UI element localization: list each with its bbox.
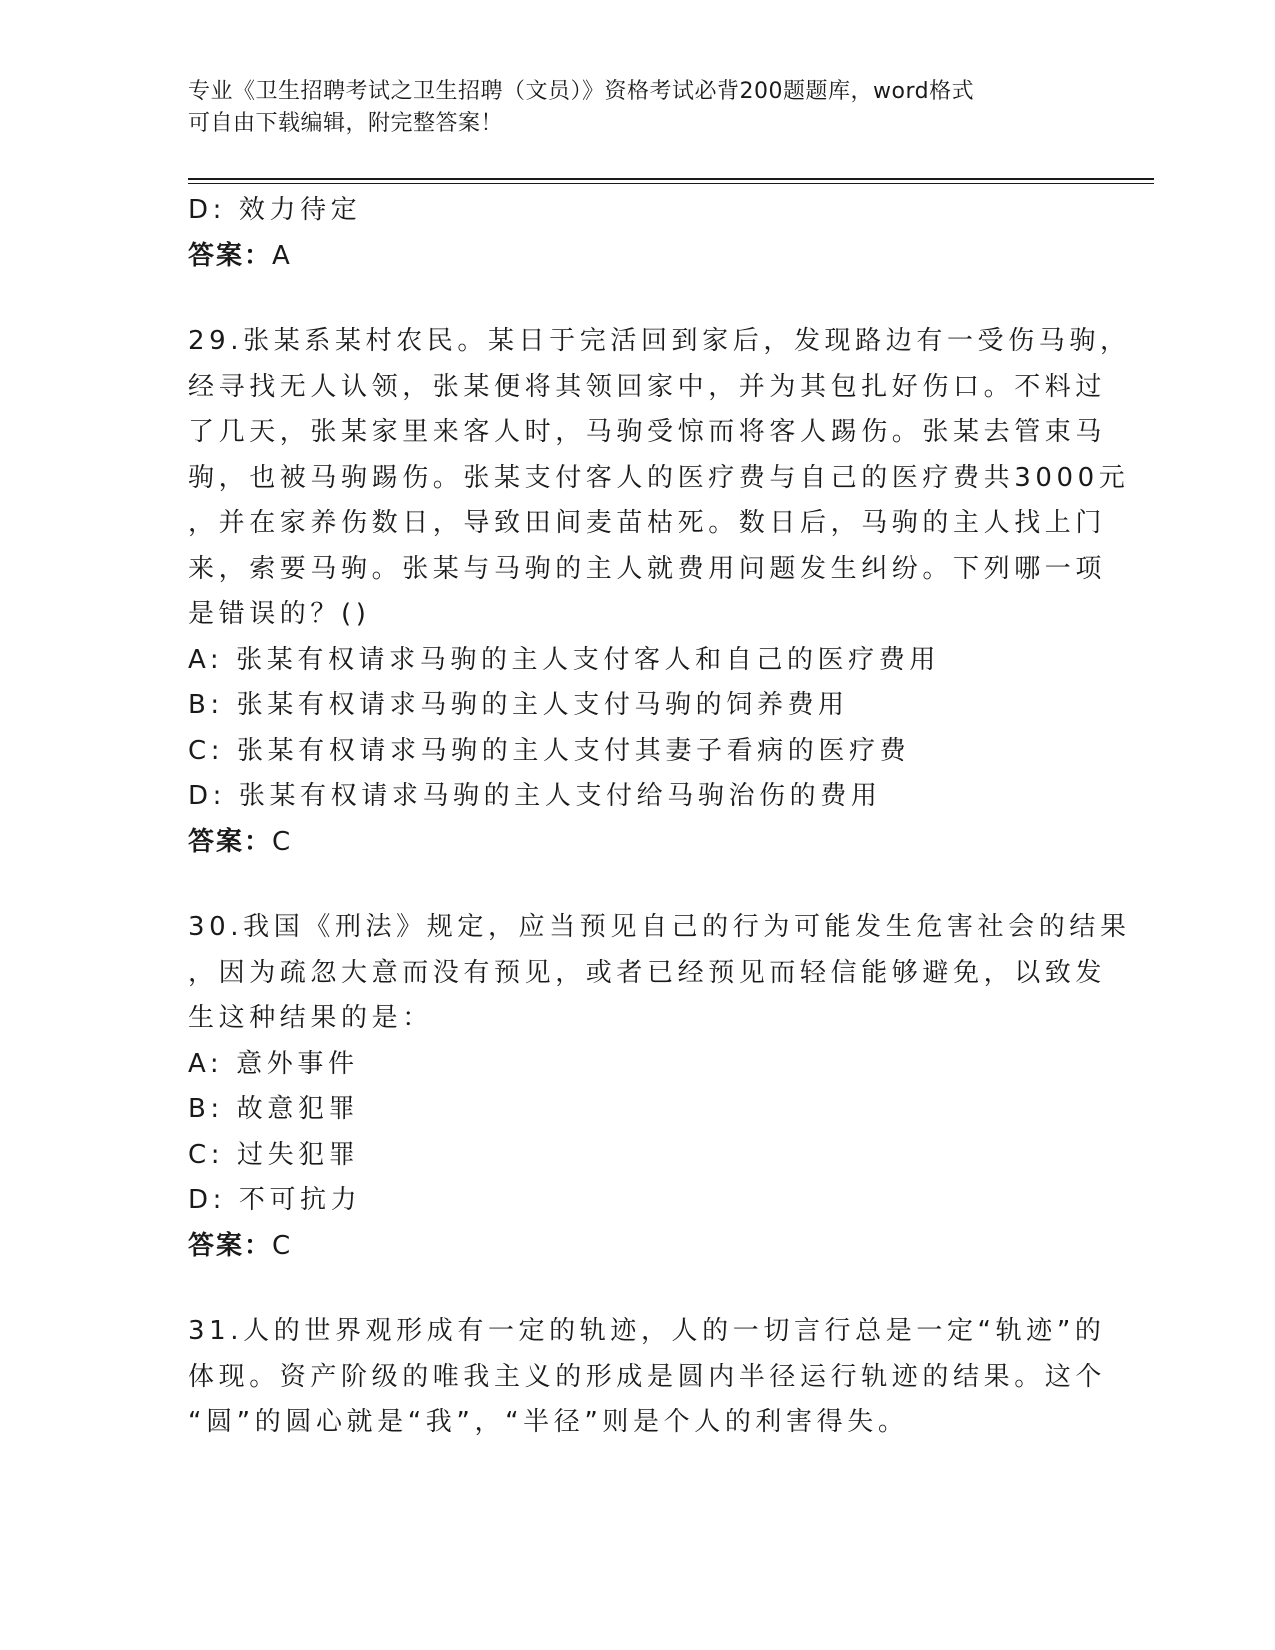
question-text-line: ，因为疏忽大意而没有预见，或者已经预见而轻信能够避免，以致发 [188,957,1107,988]
option-c: C: 张某有权请求马驹的主人支付其妻子看病的医疗费 [188,735,911,766]
question-30 [188,905,1131,1269]
question-text-line: ，并在家养伤数日，导致田间麦苗枯死。数日后，马驹的主人找上门 [188,508,1107,538]
previous-question-tail [188,188,1068,279]
question-text-line: 生这种结果的是： [188,1003,433,1033]
option-b: B: 张某有权请求马驹的主人支付马驹的饲养费用 [188,690,849,720]
spacer [188,865,1068,905]
document-body [188,188,1131,1446]
question-text-line: 31.人的世界观形成有一定的轨迹，人的一切言行总是一定“轨迹”的 [188,1316,1106,1346]
page-header [188,76,1088,140]
option-d: D: 效力待定 [188,195,362,225]
header-title-line-2: 可自由下载编辑，附完整答案！ [188,111,504,136]
spacer [188,1269,1068,1309]
answer-label: 答案： [188,240,273,271]
question-text-line: 驹，也被马驹踢伤。张某支付客人的医疗费与自己的医疗费共3000元 [188,462,1130,493]
option-b: B: 故意犯罪 [188,1094,360,1124]
answer-label: 答案： [188,1230,273,1261]
question-text-line: 是错误的？() [188,599,371,629]
question-text-line: 来，索要马驹。张某与马驹的主人就费用问题发生纠纷。下列哪一项 [188,553,1107,584]
answer-line [188,1224,1068,1270]
question-text-line: “圆”的圆心就是“我”，“半径”则是个人的利害得失。 [188,1407,909,1437]
answer-value: C [272,826,292,857]
header-divider [188,178,1154,180]
answer-value: A [272,240,291,271]
question-text-line: 体现。资产阶级的唯我主义的形成是圆内半径运行轨迹的结果。这个 [188,1361,1107,1392]
answer-value: C [272,1230,292,1261]
question-text-line: 30.我国《刑法》规定，应当预见自己的行为可能发生危害社会的结果 [188,912,1131,942]
option-a: A: 意外事件 [188,1048,359,1079]
question-29 [188,319,1131,865]
option-d: D: 张某有权请求马驹的主人支付给马驹治伤的费用 [188,781,882,811]
question-31 [188,1309,1107,1446]
option-a: A: 张某有权请求马驹的主人支付客人和自己的医疗费用 [188,644,940,675]
header-divider-thin [188,183,1154,184]
option-c: C: 过失犯罪 [188,1139,360,1170]
header-title-line-1: 专业《卫生招聘考试之卫生招聘（文员）》资格考试必背200题题库，word格式 [188,79,975,104]
spacer [188,279,1068,319]
question-text-line: 了几天，张某家里来客人时，马驹受惊而将客人踢伤。张某去管束马 [188,417,1107,447]
answer-line [188,820,1068,866]
option-d: D: 不可抗力 [188,1185,362,1215]
answer-line [188,234,1068,280]
question-text-line: 29.张某系某村农民。某日于完活回到家后，发现路边有一受伤马驹， [188,326,1131,356]
answer-label: 答案： [188,826,273,857]
question-text-line: 经寻找无人认领，张某便将其领回家中，并为其包扎好伤口。不料过 [188,371,1107,402]
